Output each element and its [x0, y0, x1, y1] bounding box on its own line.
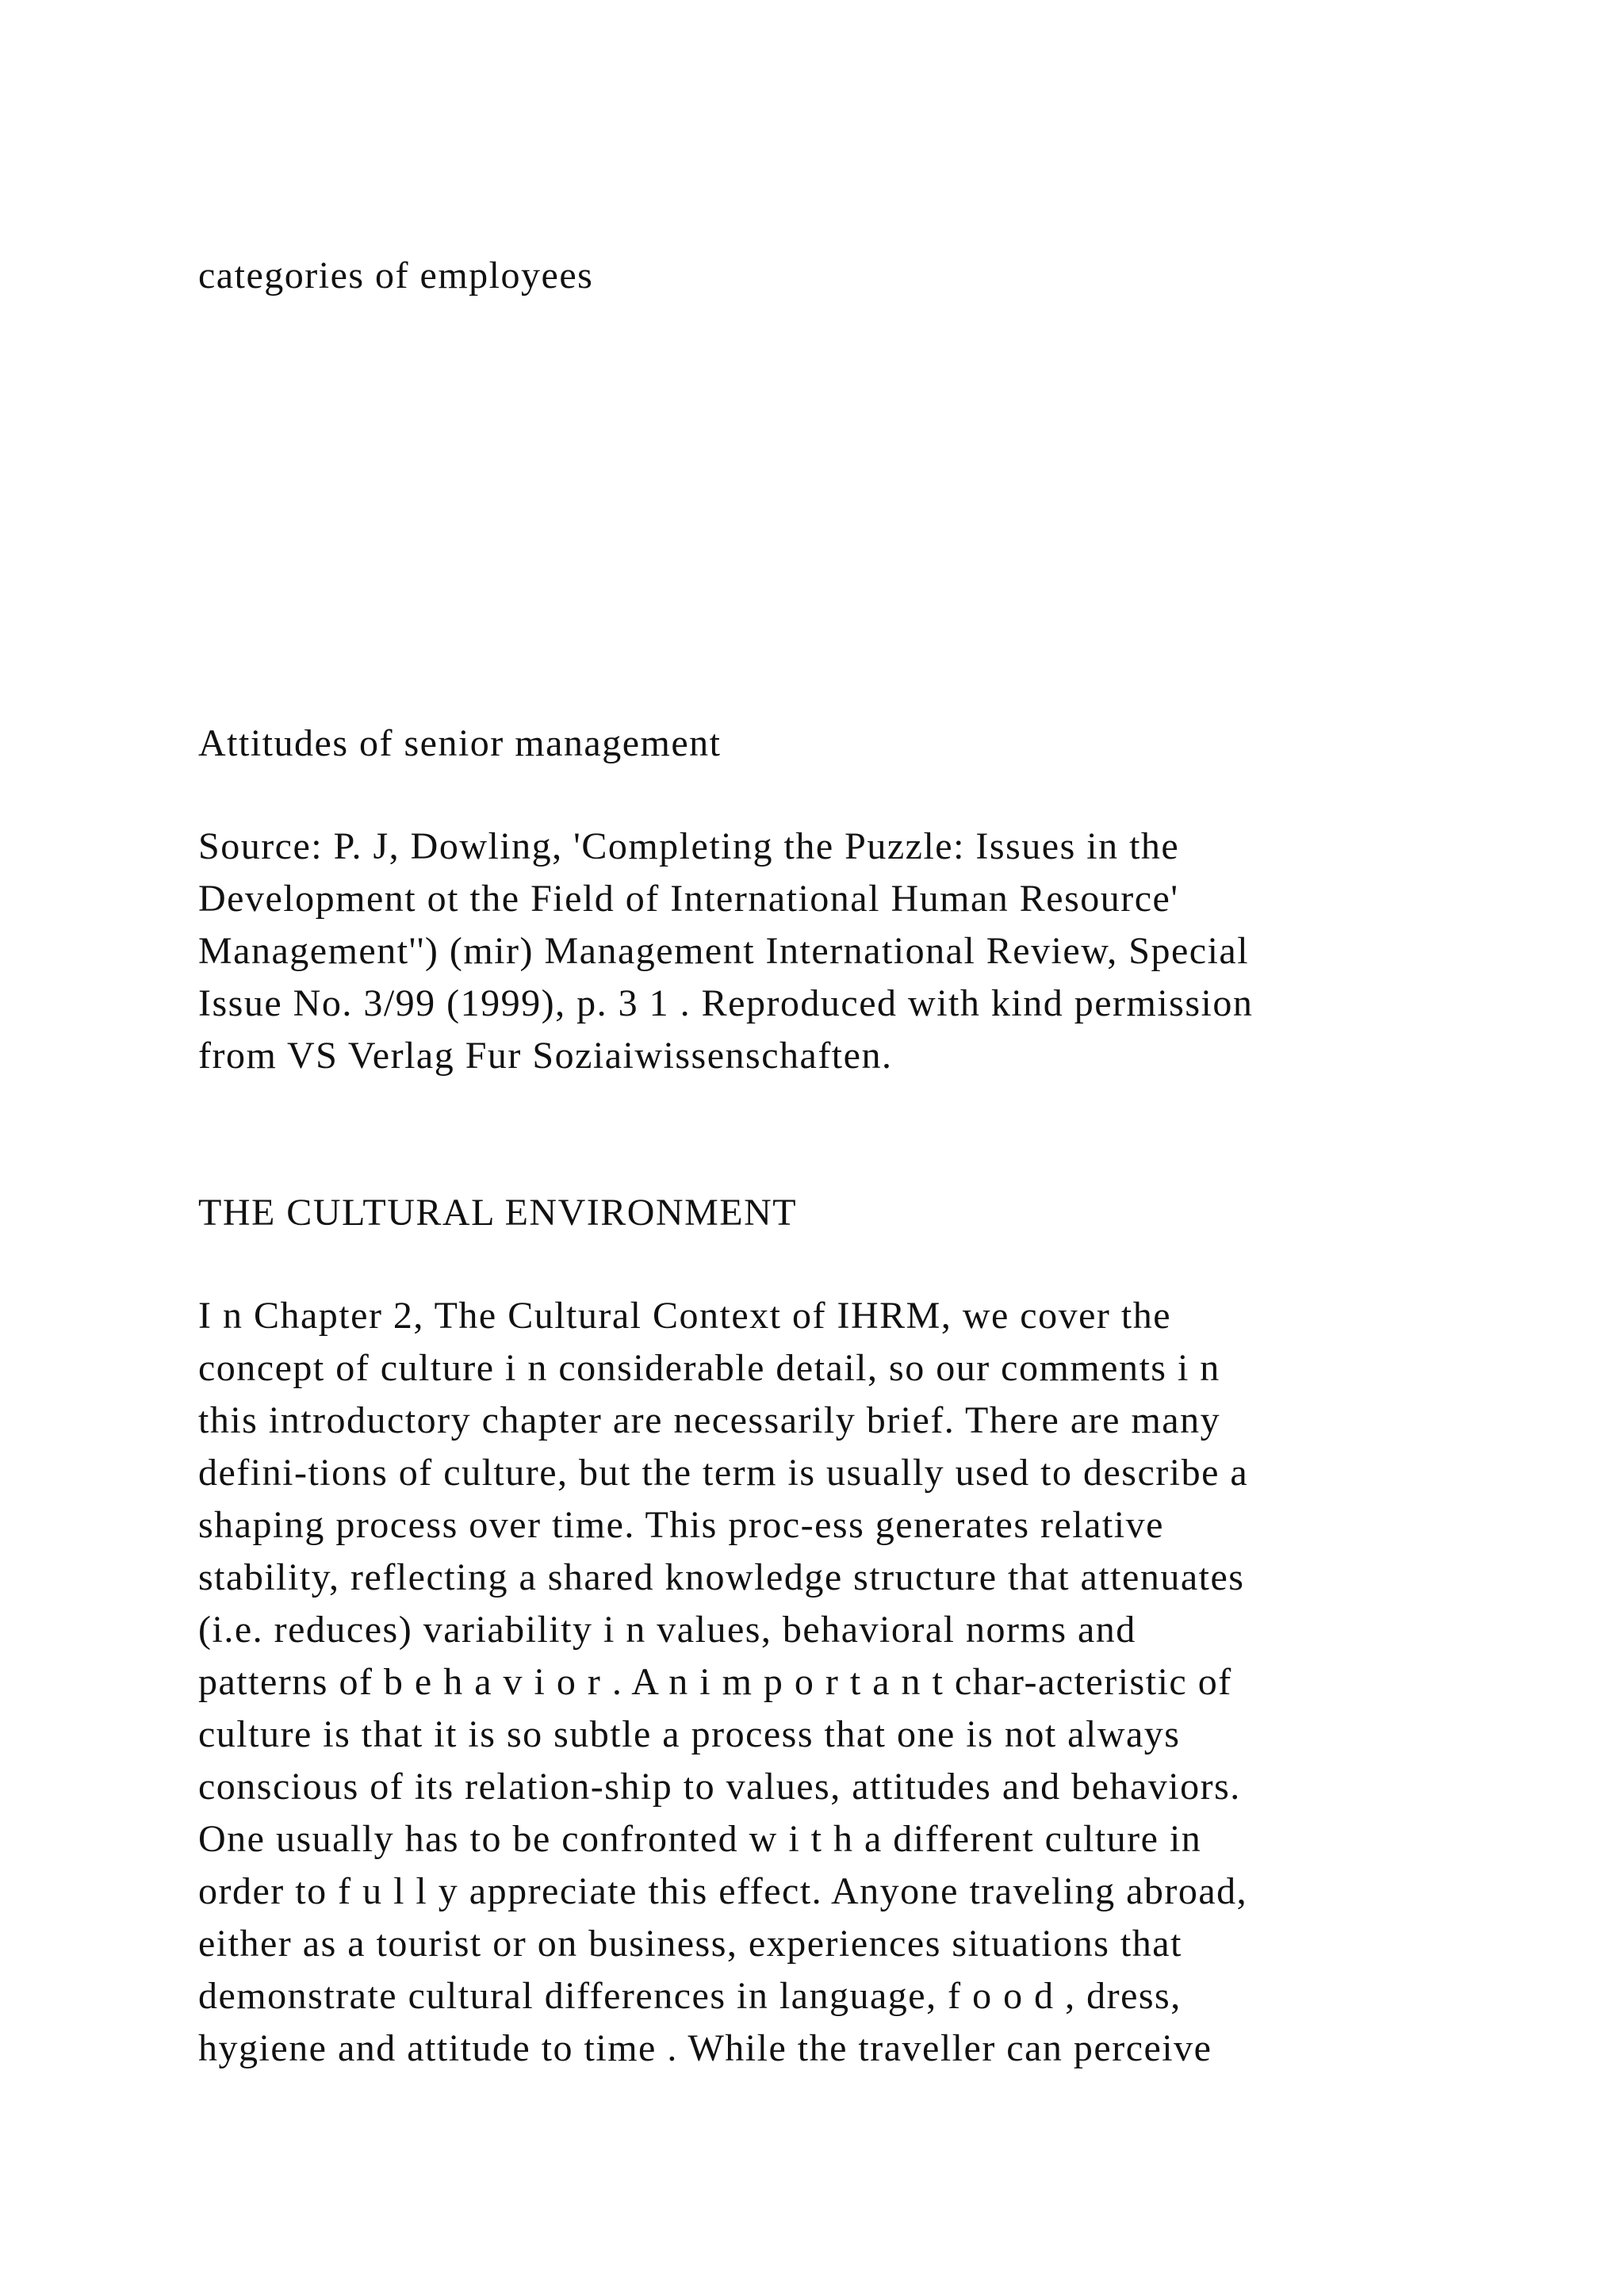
source-line: Development ot the Field of International Human Resource': [198, 878, 1179, 920]
body-line: stability, reflecting a shared knowledge structure that attenuates: [198, 1556, 1245, 1598]
body-line: culture is that it is so subtle a process that one is not always: [198, 1713, 1181, 1755]
body-line: (i.e. reduces) variability i n values, behavioral norms and: [198, 1609, 1136, 1651]
body-line: either as a tourist or on business, experiences situations that: [198, 1923, 1182, 1965]
body-line: hygiene and attitude to time . While the traveller can perceive: [198, 2027, 1212, 2069]
source-line: Management'') (mir) Management International Review, Special: [198, 930, 1250, 972]
body-line: I n Chapter 2, The Cultural Context of IHRM, we cover the: [198, 1295, 1172, 1337]
body-line: defini-tions of culture, but the term is usually used to describe a: [198, 1452, 1249, 1494]
body-line: demonstrate cultural differences in language, f o o d , dress,: [198, 1975, 1182, 2017]
body-line: concept of culture i n considerable detail, so our comments i n: [198, 1347, 1220, 1389]
body-line: conscious of its relation-ship to values, attitudes and behaviors.: [198, 1766, 1241, 1808]
source-line: Source: P. J, Dowling, 'Completing the Puzzle: Issues in the: [198, 825, 1180, 867]
attitudes-line: Attitudes of senior management: [198, 722, 722, 764]
section-heading: THE CULTURAL ENVIRONMENT: [198, 1192, 798, 1234]
body-line: One usually has to be confronted w i t h a different culture in: [198, 1818, 1202, 1860]
source-line: from VS Verlag Fur Soziaiwissenschaften.: [198, 1035, 893, 1077]
body-line: this introductory chapter are necessarily brief. There are many: [198, 1399, 1221, 1441]
fragment-line: categories of employees: [198, 254, 594, 297]
source-line: Issue No. 3/99 (1999), p. 3 1 . Reproduced with kind permission: [198, 982, 1254, 1024]
body-line: shaping process over time. This proc-ess generates relative: [198, 1504, 1164, 1546]
body-line: order to f u l l y appreciate this effect. Anyone traveling abroad,: [198, 1870, 1248, 1912]
body-line: patterns of b e h a v i o r . A n i m p o r t a n t char-acteristic of: [198, 1661, 1232, 1703]
